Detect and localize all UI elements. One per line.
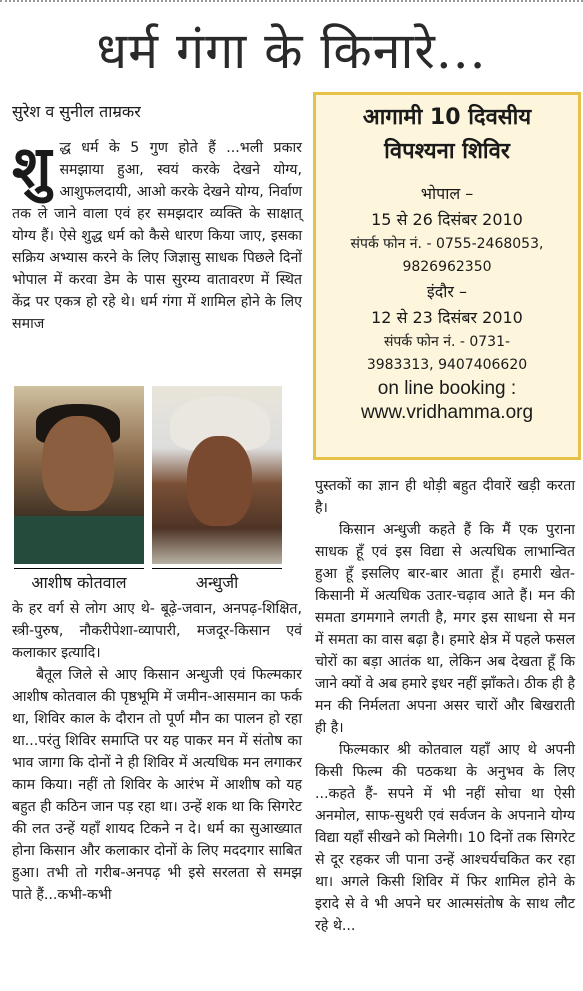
dropcap: शु <box>12 133 52 201</box>
photo-andhuji <box>152 386 282 564</box>
paragraph: किसान अन्धुजी कहते हैं कि मैं एक पुराना साधक हूँ एवं इस विद्या से अत्यधिक लाभान्वित हुआ हूँ इसलिए बार-बार आता हूँ। हमारी खेत-किसानी में अत्यधिक उतार-चढ़ाव आते हैं। मन की समता डगमगाने लगती है, मगर इस साधना से मन में समता का वास बढ़ा है। हमारे क्षेत्र में पहले फसल चोरों का बड़ा आतंक था, लेकिन अब देखता हूँ कि जाने क्यों वे अब हमारे इधर नहीं झाँकते। ठीक ही है मन की निर्मलता अपना असर चारों और बिखराती ही है। <box>315 522 575 736</box>
photo-ashish-kotwal <box>14 386 144 564</box>
dates-bhopal: 15 से 26 दिसंबर 2010 <box>371 210 523 229</box>
dates-indore: 12 से 23 दिसंबर 2010 <box>371 308 523 327</box>
photo-shirt <box>14 516 144 564</box>
photo-caption-left: आशीष कोतवाल <box>14 568 144 593</box>
top-dotted-rule <box>0 0 583 6</box>
photo-face <box>187 436 252 526</box>
photo-caption-right: अन्धुजी <box>152 568 282 593</box>
info-box-title <box>316 95 578 181</box>
info-title-line-1: आगामी 10 दिवसीय <box>362 105 532 130</box>
page-headline: धर्म गंगा के किनारे... <box>96 22 487 80</box>
info-title-line-2: विपश्यना शिविर <box>384 139 510 164</box>
contact-bhopal-2: 9826962350 <box>402 259 492 275</box>
city-indore: इंदौर – <box>426 282 468 301</box>
article-intro <box>12 133 302 335</box>
contact-indore-1: संपर्क फोन नं. - 0731- <box>383 334 511 350</box>
online-booking-label: on line booking : <box>377 378 517 399</box>
contact-bhopal-1: संपर्क फोन नं. - 0755-2468053, <box>350 236 544 252</box>
website-link[interactable]: www.vridhamma.org <box>360 402 534 423</box>
photo-face <box>42 416 114 511</box>
contact-indore-2: 3983313, 9407406620 <box>366 357 528 373</box>
camp-info-box <box>313 92 581 460</box>
intro-text: द्ध धर्म के 5 गुण होते हैं ...भली प्रकार समझाया हुआ, स्वयं करके देखने योग्य, आशुफलदायी, आओ करके देखने योग्य, निर्वाण तक ले जाने वाला एवं हर समझदार व्यक्ति के साक्षात् योग्य हैं। ऐसे शुद्ध धर्म को कैसे धारण किया जाए, इसका सक्रिय अभ्यास करने के लिए जिज्ञासु साधक पिछले दिनों भोपाल में करवा डेम के पास सुरम्य वातावरण में स्थित केंद्र पर एकत्र हो रहे थे। धर्म गंगा में शामिल होने के लिए समाज <box>12 140 302 332</box>
byline: सुरेश व सुनील ताम्रकर <box>12 102 141 121</box>
article-column-2 <box>315 475 575 937</box>
paragraph: पुस्तकों का ज्ञान ही थोड़ी बहुत दीवारें खड़ी करता है। <box>315 478 575 516</box>
article-column-1 <box>12 598 302 906</box>
city-bhopal: भोपाल – <box>420 184 474 203</box>
info-box-body <box>316 181 578 425</box>
paragraph: फिल्मकार श्री कोतवाल यहाँ आए थे अपनी किसी फिल्म की पठकथा के अनुभव के लिए ...कहते हैं- सपने में भी नहीं सोचा था ऐसी अनमोल, साफ-सुथरी एवं सर्वजन के अपनाने योग्य विद्या यहाँ सीखने को मिलेगी। 10 दिनों तक सिगरेट से दूर रहकर जी पाना उन्हें आश्चर्यचकित कर रहा था। अगले किसी शिविर में फिर शामिल होने के इरादे से वे भी अपने घर आत्मसंतोष के साथ लौट रहे थे... <box>315 742 575 934</box>
paragraph: के हर वर्ग से लोग आए थे- बूढ़े-जवान, अनपढ़-शिक्षित, स्त्री-पुरुष, नौकरीपेशा-व्यापारी, मजदूर-किसान एवं कलाकार इत्यादि। <box>12 601 302 661</box>
paragraph: बैतूल जिले से आए किसान अन्धुजी एवं फिल्मकार आशीष कोतवाल की पृष्ठभूमि में जमीन-आसमान का फर्क था, शिविर काल के दौरान तो पूर्ण मौन का पालन हो रहा था...परंतु शिविर समाप्ति पर यह पाकर मन में संतोष का भाव जागा कि दोनों ने ही शिविर में अत्यधिक मन लगाकर काम किया। नहीं तो शिविर के आरंभ में आशीष को यह बहुत ही कठिन जान पड़ रहा था। उन्हें शक था कि सिगरेट की लत उन्हें यहाँ शायद टिकने न दे। धर्म का सुआख्यात होना किसान और कलाकार दोनों के लिए मददगार साबित हुआ। तभी तो गरीब-अनपढ़ भी इसे सरलता से समझ पाते हैं...कभी-कभी <box>12 667 302 903</box>
